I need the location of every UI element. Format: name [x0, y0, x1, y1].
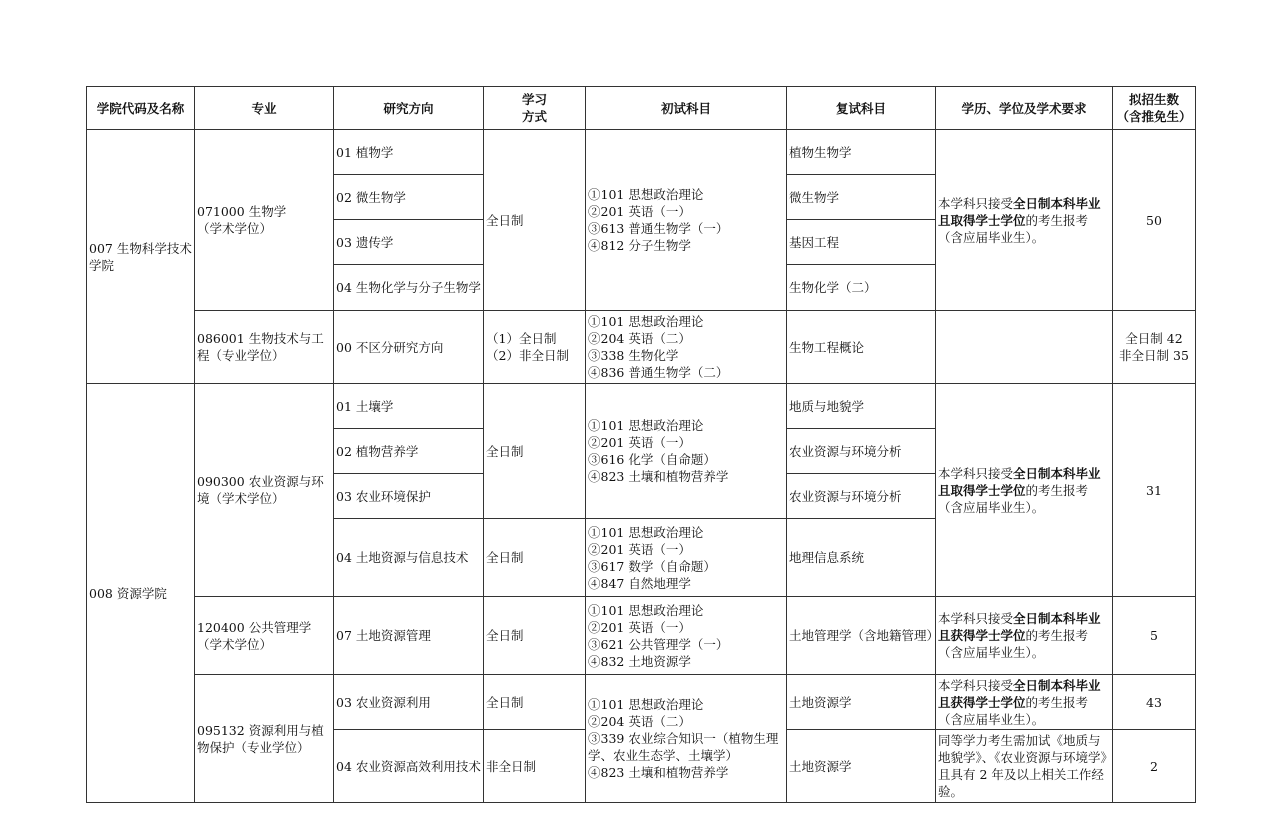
- enrollment-cell: 全日制 42 非全日制 35: [1113, 311, 1196, 384]
- header-direction: 研究方向: [334, 87, 484, 130]
- mode-cell: 全日制: [484, 675, 586, 730]
- direction-cell: 03 农业资源利用: [334, 675, 484, 730]
- major-cell: 090300 农业资源与环境（学术学位）: [195, 384, 334, 597]
- major-cell: 071000 生物学 （学术学位）: [195, 130, 334, 311]
- direction-cell: 04 生物化学与分子生物学: [334, 265, 484, 311]
- req-text: 的考生报考（含应届毕业生）。: [938, 212, 1089, 245]
- header-enrollment: 拟招生数 （含推免生）: [1113, 87, 1196, 130]
- requirements-cell: [936, 384, 1113, 597]
- retest-cell: 微生物学: [787, 175, 936, 220]
- req-text: 本学科只接受: [938, 465, 1014, 481]
- retest-cell: 农业资源与环境分析: [787, 474, 936, 519]
- retest-cell: 地理信息系统: [787, 519, 936, 597]
- table-row: [87, 130, 1196, 175]
- admissions-table: [86, 86, 1196, 803]
- direction-cell: 04 土地资源与信息技术: [334, 519, 484, 597]
- mode-cell: （1）全日制 （2）非全日制: [484, 311, 586, 384]
- retest-cell: 土地资源学: [787, 730, 936, 803]
- college-cell: 008 资源学院: [87, 384, 195, 803]
- direction-cell: 03 农业环境保护: [334, 474, 484, 519]
- table-row: [87, 597, 1196, 675]
- exam-cell: ①101 思想政治理论 ②201 英语（一） ③616 化学（自命题） ④823 土壤和植物营养学: [586, 384, 787, 519]
- exam-cell: ①101 思想政治理论 ②201 英语（一） ③613 普通生物学（一） ④812 分子生物学: [586, 130, 787, 311]
- direction-cell: 02 植物营养学: [334, 429, 484, 474]
- direction-cell: 04 农业资源高效利用技术: [334, 730, 484, 803]
- req-bold-text: 全日制本科毕业且取得学士学位: [938, 195, 1101, 228]
- direction-cell: 03 遗传学: [334, 220, 484, 265]
- req-text: 本学科只接受: [938, 195, 1014, 211]
- header-major: 专业: [195, 87, 334, 130]
- header-mode: 学习 方式: [484, 87, 586, 130]
- exam-cell: ①101 思想政治理论 ②204 英语（二） ③338 生物化学 ④836 普通生物学（二）: [586, 311, 787, 384]
- direction-cell: 07 土地资源管理: [334, 597, 484, 675]
- requirements-cell: [936, 311, 1113, 384]
- header-college: 学院代码及名称: [87, 87, 195, 130]
- requirements-cell: [936, 675, 1113, 730]
- req-bold-text: 全日制本科毕业且获得学士学位: [938, 677, 1101, 710]
- table-row: [87, 384, 1196, 429]
- header-row: [87, 87, 1196, 130]
- major-cell: 095132 资源利用与植物保护（专业学位）: [195, 675, 334, 803]
- exam-cell: ①101 思想政治理论 ②201 英语（一） ③617 数学（自命题） ④847 自然地理学: [586, 519, 787, 597]
- requirements-cell: [936, 130, 1113, 311]
- retest-cell: 土地管理学（含地籍管理）: [787, 597, 936, 675]
- req-text: 的考生报考（含应届毕业生）。: [938, 694, 1089, 727]
- header-exam: 初试科目: [586, 87, 787, 130]
- mode-cell: 全日制: [484, 597, 586, 675]
- table-row: [87, 675, 1196, 730]
- req-text: 本学科只接受: [938, 677, 1014, 693]
- retest-cell: 生物工程概论: [787, 311, 936, 384]
- major-cell: 120400 公共管理学 （学术学位）: [195, 597, 334, 675]
- enrollment-cell: 50: [1113, 130, 1196, 311]
- exam-cell: ①101 思想政治理论 ②201 英语（一） ③621 公共管理学（一） ④832 土地资源学: [586, 597, 787, 675]
- enrollment-cell: 31: [1113, 384, 1196, 597]
- enrollment-cell: 43: [1113, 675, 1196, 730]
- retest-cell: 农业资源与环境分析: [787, 429, 936, 474]
- retest-cell: 生物化学（二）: [787, 265, 936, 311]
- req-text: 本学科只接受: [938, 611, 1014, 626]
- retest-cell: 土地资源学: [787, 675, 936, 730]
- mode-cell: 全日制: [484, 384, 586, 519]
- direction-cell: 00 不区分研究方向: [334, 311, 484, 384]
- exam-cell: ①101 思想政治理论 ②204 英语（二） ③339 农业综合知识一（植物生理学、农业生态学、土壤学） ④823 土壤和植物营养学: [586, 675, 787, 803]
- requirements-cell: [936, 597, 1113, 675]
- mode-cell: 非全日制: [484, 730, 586, 803]
- header-requirements: 学历、学位及学术要求: [936, 87, 1113, 130]
- enrollment-cell: 2: [1113, 730, 1196, 803]
- direction-cell: 02 微生物学: [334, 175, 484, 220]
- retest-cell: 地质与地貌学: [787, 384, 936, 429]
- major-cell: 086001 生物技术与工程（专业学位）: [195, 311, 334, 384]
- mode-cell: 全日制: [484, 130, 586, 311]
- req-bold-text: 全日制本科毕业且获得学士学位: [938, 611, 1101, 643]
- requirements-cell: 同等学力考生需加试《地质与地貌学》、《农业资源与环境学》且具有 2 年及以上相关工作经验。: [936, 730, 1113, 803]
- college-cell: 007 生物科学技术学院: [87, 130, 195, 384]
- enrollment-cell: 5: [1113, 597, 1196, 675]
- req-text: 的考生报考（含应届毕业生）。: [938, 482, 1089, 515]
- req-bold-text: 全日制本科毕业且取得学士学位: [938, 465, 1101, 498]
- mode-cell: 全日制: [484, 519, 586, 597]
- direction-cell: 01 植物学: [334, 130, 484, 175]
- direction-cell: 01 土壤学: [334, 384, 484, 429]
- header-retest: 复试科目: [787, 87, 936, 130]
- req-text: 的考生报考（含应届毕业生）。: [938, 628, 1089, 660]
- table-row: [87, 311, 1196, 384]
- retest-cell: 基因工程: [787, 220, 936, 265]
- retest-cell: 植物生物学: [787, 130, 936, 175]
